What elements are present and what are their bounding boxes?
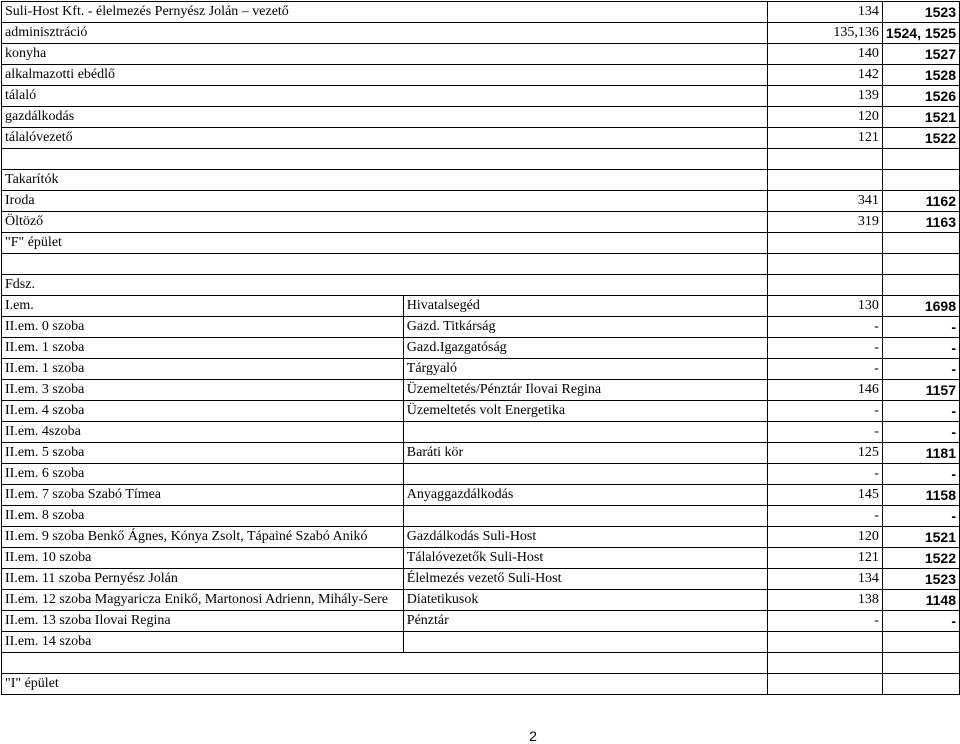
table-row xyxy=(2,107,960,128)
phone-extension-cell: 1523 xyxy=(882,569,959,590)
table-row xyxy=(2,212,960,233)
table-row xyxy=(2,569,960,590)
location-cell: II.em. 3 szoba xyxy=(2,380,404,401)
department-cell xyxy=(403,632,767,653)
room-number-cell: 121 xyxy=(767,128,882,149)
location-cell: II.em. 1 szoba xyxy=(2,338,404,359)
department-cell xyxy=(403,653,767,674)
room-number-cell: 121 xyxy=(767,548,882,569)
location-cell: "I" épület xyxy=(2,674,404,695)
room-number-cell: 120 xyxy=(767,527,882,548)
department-cell xyxy=(403,212,767,233)
table-row xyxy=(2,443,960,464)
phone-extension-cell: 1523 xyxy=(882,2,959,23)
location-cell: Takarítók xyxy=(2,170,404,191)
location-cell xyxy=(2,653,404,674)
room-number-cell: 145 xyxy=(767,485,882,506)
phone-extension-cell: - xyxy=(882,611,959,632)
location-cell: II.em. 14 szoba xyxy=(2,632,404,653)
department-cell: Üzemeltetés/Pénztár Ilovai Regina xyxy=(403,380,767,401)
department-cell: Diatetikusok xyxy=(403,590,767,611)
phone-extension-cell: 1157 xyxy=(882,380,959,401)
table-row xyxy=(2,23,960,44)
department-cell: Élelmezés vezető Suli-Host xyxy=(403,569,767,590)
table-row xyxy=(2,527,960,548)
room-number-cell: 138 xyxy=(767,590,882,611)
department-cell xyxy=(403,422,767,443)
department-cell: Gazd. Titkárság xyxy=(403,317,767,338)
department-cell: Tárgyaló xyxy=(403,359,767,380)
location-cell: II.em. 9 szoba Benkő Ágnes, Kónya Zsolt, Tápainé Szabó Anikó xyxy=(2,527,404,548)
phone-extension-cell xyxy=(882,653,959,674)
location-cell: II.em. 5 szoba xyxy=(2,443,404,464)
phone-extension-cell: 1181 xyxy=(882,443,959,464)
location-cell: gazdálkodás xyxy=(2,107,404,128)
location-cell: II.em. 13 szoba Ilovai Regina xyxy=(2,611,404,632)
room-number-cell xyxy=(767,653,882,674)
location-cell: tálaló xyxy=(2,86,404,107)
room-number-cell: 134 xyxy=(767,569,882,590)
location-cell: II.em. 7 szoba Szabó Tímea xyxy=(2,485,404,506)
table-row xyxy=(2,380,960,401)
table-row xyxy=(2,2,960,23)
location-cell xyxy=(2,254,404,275)
phone-extension-cell: 1521 xyxy=(882,527,959,548)
location-cell: II.em. 8 szoba xyxy=(2,506,404,527)
table-row xyxy=(2,590,960,611)
phone-extension-cell: 1526 xyxy=(882,86,959,107)
room-number-cell: 139 xyxy=(767,86,882,107)
location-cell: adminisztráció xyxy=(2,23,404,44)
table-row xyxy=(2,317,960,338)
room-number-cell xyxy=(767,254,882,275)
room-number-cell: 319 xyxy=(767,212,882,233)
room-number-cell: - xyxy=(767,506,882,527)
department-cell: Gazd.Igazgatóság xyxy=(403,338,767,359)
phone-extension-cell: - xyxy=(882,359,959,380)
room-number-cell: 146 xyxy=(767,380,882,401)
phone-extension-cell xyxy=(882,674,959,695)
phone-extension-cell xyxy=(882,233,959,254)
phone-extension-cell: 1163 xyxy=(882,212,959,233)
table-row xyxy=(2,128,960,149)
room-number-cell: 134 xyxy=(767,2,882,23)
room-number-cell: - xyxy=(767,338,882,359)
phone-extension-cell: - xyxy=(882,464,959,485)
table-row xyxy=(2,254,960,275)
department-cell xyxy=(403,170,767,191)
department-cell: Tálalóvezetők Suli-Host xyxy=(403,548,767,569)
room-number-cell: - xyxy=(767,317,882,338)
location-cell: "F" épület xyxy=(2,233,404,254)
table-row xyxy=(2,653,960,674)
phone-extension-cell: 1524, 1525 xyxy=(882,23,959,44)
phone-extension-cell: 1698 xyxy=(882,296,959,317)
phone-extension-cell: 1522 xyxy=(882,128,959,149)
location-cell xyxy=(2,149,404,170)
location-cell: II.em. 4szoba xyxy=(2,422,404,443)
phone-extension-cell: 1528 xyxy=(882,65,959,86)
room-number-cell: - xyxy=(767,359,882,380)
table-row xyxy=(2,296,960,317)
phone-extension-cell: - xyxy=(882,338,959,359)
location-cell: II.em. 1 szoba xyxy=(2,359,404,380)
table-row xyxy=(2,338,960,359)
table-row xyxy=(2,191,960,212)
table-row xyxy=(2,86,960,107)
department-cell: Üzemeltetés volt Energetika xyxy=(403,401,767,422)
phone-extension-cell xyxy=(882,149,959,170)
department-cell: Baráti kör xyxy=(403,443,767,464)
department-cell xyxy=(403,128,767,149)
phone-extension-cell xyxy=(882,632,959,653)
table-row xyxy=(2,422,960,443)
location-cell: tálalóvezető xyxy=(2,128,404,149)
phone-extension-cell: 1527 xyxy=(882,44,959,65)
department-cell xyxy=(403,191,767,212)
page-number: 2 xyxy=(529,728,537,744)
department-cell xyxy=(403,506,767,527)
table-row xyxy=(2,170,960,191)
phone-extension-cell: - xyxy=(882,317,959,338)
department-cell: Gazdálkodás Suli-Host xyxy=(403,527,767,548)
room-number-cell: - xyxy=(767,422,882,443)
phone-extension-cell: 1521 xyxy=(882,107,959,128)
department-cell: Pénztár xyxy=(403,611,767,632)
room-number-cell xyxy=(767,149,882,170)
room-number-cell: 140 xyxy=(767,44,882,65)
location-cell: Iroda xyxy=(2,191,404,212)
location-cell: Suli-Host Kft. - élelmezés Pernyész Jolán – vezető xyxy=(2,2,404,23)
room-number-cell xyxy=(767,233,882,254)
location-cell: II.em. 12 szoba Magyaricza Enikő, Martonosi Adrienn, Mihály-Sere xyxy=(2,590,404,611)
table-row xyxy=(2,485,960,506)
table-row xyxy=(2,65,960,86)
location-cell: II.em. 4 szoba xyxy=(2,401,404,422)
department-cell xyxy=(403,23,767,44)
phone-extension-cell: 1148 xyxy=(882,590,959,611)
table-row xyxy=(2,464,960,485)
phone-extension-cell: 1162 xyxy=(882,191,959,212)
table-row xyxy=(2,632,960,653)
phone-extension-cell: 1158 xyxy=(882,485,959,506)
room-number-cell: - xyxy=(767,464,882,485)
table-row xyxy=(2,401,960,422)
department-cell xyxy=(403,464,767,485)
room-number-cell xyxy=(767,632,882,653)
room-number-cell: - xyxy=(767,401,882,422)
table-row xyxy=(2,149,960,170)
room-number-cell xyxy=(767,170,882,191)
table-row xyxy=(2,359,960,380)
room-number-cell: 130 xyxy=(767,296,882,317)
phone-extension-cell: 1522 xyxy=(882,548,959,569)
department-cell xyxy=(403,275,767,296)
room-number-cell: 341 xyxy=(767,191,882,212)
phone-extension-cell xyxy=(882,170,959,191)
department-cell: Hivatalsegéd xyxy=(403,296,767,317)
location-cell: alkalmazotti ebédlő xyxy=(2,65,404,86)
room-number-cell xyxy=(767,275,882,296)
table-row xyxy=(2,506,960,527)
location-cell: II.em. 6 szoba xyxy=(2,464,404,485)
department-cell xyxy=(403,107,767,128)
location-cell: II.em. 0 szoba xyxy=(2,317,404,338)
phone-extension-cell: - xyxy=(882,506,959,527)
department-cell xyxy=(403,86,767,107)
department-cell xyxy=(403,65,767,86)
phone-extension-cell: - xyxy=(882,401,959,422)
location-cell: II.em. 10 szoba xyxy=(2,548,404,569)
room-number-cell xyxy=(767,674,882,695)
phone-extension-cell: - xyxy=(882,422,959,443)
room-number-cell: 142 xyxy=(767,65,882,86)
phone-directory-table xyxy=(1,1,960,695)
room-number-cell: 120 xyxy=(767,107,882,128)
location-cell: Fdsz. xyxy=(2,275,404,296)
phone-extension-cell xyxy=(882,275,959,296)
phone-directory-body xyxy=(2,2,960,695)
room-number-cell: 135,136 xyxy=(767,23,882,44)
department-cell xyxy=(403,674,767,695)
department-cell xyxy=(403,254,767,275)
room-number-cell: 125 xyxy=(767,443,882,464)
department-cell xyxy=(403,44,767,65)
department-cell xyxy=(403,149,767,170)
location-cell: Öltöző xyxy=(2,212,404,233)
table-row xyxy=(2,44,960,65)
location-cell: I.em. xyxy=(2,296,404,317)
table-row xyxy=(2,548,960,569)
location-cell: konyha xyxy=(2,44,404,65)
department-cell xyxy=(403,233,767,254)
department-cell: Anyaggazdálkodás xyxy=(403,485,767,506)
table-row xyxy=(2,611,960,632)
phone-extension-cell xyxy=(882,254,959,275)
room-number-cell: - xyxy=(767,611,882,632)
table-row xyxy=(2,233,960,254)
location-cell: II.em. 11 szoba Pernyész Jolán xyxy=(2,569,404,590)
department-cell xyxy=(403,2,767,23)
table-row xyxy=(2,275,960,296)
table-row xyxy=(2,674,960,695)
